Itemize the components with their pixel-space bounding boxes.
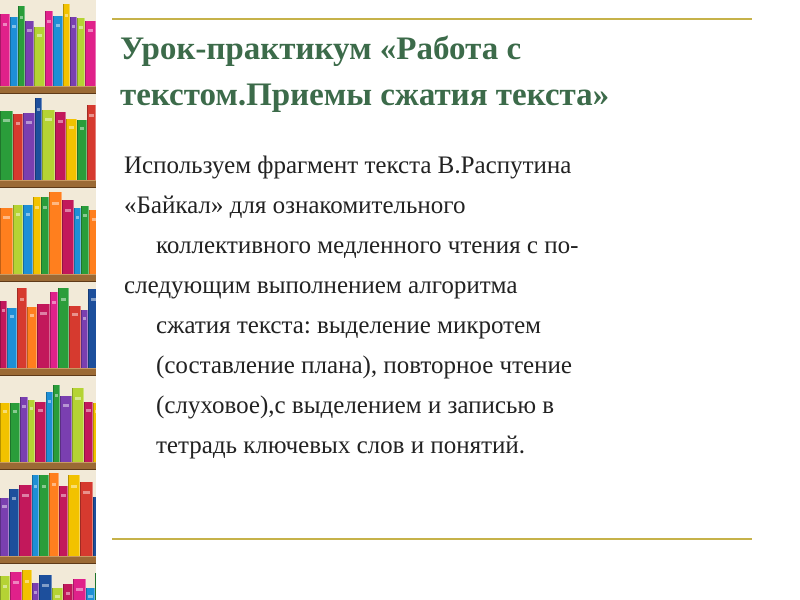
body-line: «Байкал» для ознакомительного (124, 192, 466, 219)
book-spine (63, 584, 73, 600)
book-spine (63, 4, 70, 86)
book-spine (93, 403, 96, 462)
book-spine (13, 114, 23, 180)
book-spine (19, 485, 32, 556)
book-spine (69, 306, 81, 368)
body-line: коллективного медленного чтения с по- (156, 232, 579, 259)
slide-title-line-2: текстом.Приемы сжатия текста» (120, 77, 610, 113)
bottom-divider (112, 538, 752, 540)
book-spine (34, 27, 45, 86)
book-spine (23, 205, 33, 274)
book-spine (59, 486, 68, 556)
book-spine (27, 307, 37, 368)
shelf-row (0, 470, 96, 556)
book-spine (88, 289, 96, 368)
book-spine (95, 573, 96, 600)
shelf-board (0, 274, 96, 282)
book-spine (0, 14, 10, 86)
book-spine (45, 11, 53, 86)
book-spine (86, 588, 95, 600)
slide-body (124, 146, 764, 466)
shelf-row (0, 94, 96, 180)
book-spine (0, 498, 9, 556)
book-spine (53, 16, 63, 86)
book-spine (20, 397, 28, 462)
bookshelf-icon (0, 0, 96, 600)
book-spine (70, 17, 77, 86)
book-spine (60, 396, 72, 462)
shelf-row (0, 188, 96, 274)
book-spine (49, 192, 62, 274)
book-spine (53, 385, 60, 462)
shelf-board (0, 368, 96, 376)
book-spine (41, 197, 49, 274)
book-spine (25, 21, 34, 86)
shelf-board (0, 180, 96, 188)
top-divider (112, 18, 752, 20)
shelf-row (0, 0, 96, 86)
book-spine (28, 400, 35, 462)
book-spine (77, 18, 85, 86)
book-spine (0, 576, 10, 600)
book-spine (81, 206, 89, 274)
book-spine (52, 588, 63, 600)
book-spine (37, 304, 50, 368)
book-spine (46, 392, 53, 462)
book-spine (10, 572, 22, 600)
shelf-board (0, 462, 96, 470)
book-spine (74, 208, 81, 274)
slide-title (120, 26, 780, 118)
book-spine (80, 482, 93, 556)
shelf-board (0, 86, 96, 94)
book-spine (10, 17, 18, 86)
shelf-row (0, 564, 96, 600)
book-spine (55, 112, 66, 180)
book-spine (85, 21, 96, 86)
shelf-board (0, 556, 96, 564)
book-spine (35, 98, 42, 180)
book-spine (58, 288, 69, 368)
book-spine (7, 308, 17, 368)
book-spine (32, 475, 39, 556)
book-spine (13, 205, 23, 274)
book-spine (42, 110, 55, 180)
body-line: Используем фрагмент текста В.Распутина (124, 152, 572, 179)
book-spine (49, 473, 59, 556)
book-spine (33, 197, 41, 274)
book-spine (0, 111, 13, 180)
book-spine (18, 6, 25, 86)
shelf-row (0, 282, 96, 368)
book-spine (39, 475, 49, 556)
book-spine (39, 575, 52, 600)
body-line: сжатия текста: выделение микротем (156, 312, 541, 339)
body-line: следующим выполнением алгоритма (124, 272, 518, 299)
book-spine (68, 475, 80, 556)
book-spine (50, 292, 58, 368)
book-spine (0, 301, 7, 368)
slide-title-line-1: Урок-практикум «Работа с (120, 31, 522, 67)
book-spine (23, 113, 35, 180)
book-spine (81, 310, 88, 368)
book-spine (62, 200, 74, 274)
book-spine (22, 570, 32, 600)
book-spine (89, 210, 96, 274)
book-spine (35, 402, 46, 462)
body-line: (составление плана), повторное чтение (156, 352, 573, 379)
book-spine (87, 105, 96, 180)
book-spine (77, 120, 87, 180)
body-line: тетрадь ключевых слов и понятий. (156, 432, 526, 459)
book-spine (0, 208, 13, 274)
book-spine (66, 119, 77, 180)
shelf-row (0, 376, 96, 462)
book-spine (32, 583, 39, 600)
book-spine (0, 403, 10, 462)
book-spine (84, 402, 93, 462)
book-spine (72, 388, 84, 462)
book-spine (17, 288, 27, 368)
body-line: (слуховое),с выделением и записью в (156, 392, 555, 419)
book-spine (10, 403, 20, 462)
book-spine (9, 489, 19, 556)
book-spine (93, 497, 96, 556)
book-spine (73, 579, 86, 600)
